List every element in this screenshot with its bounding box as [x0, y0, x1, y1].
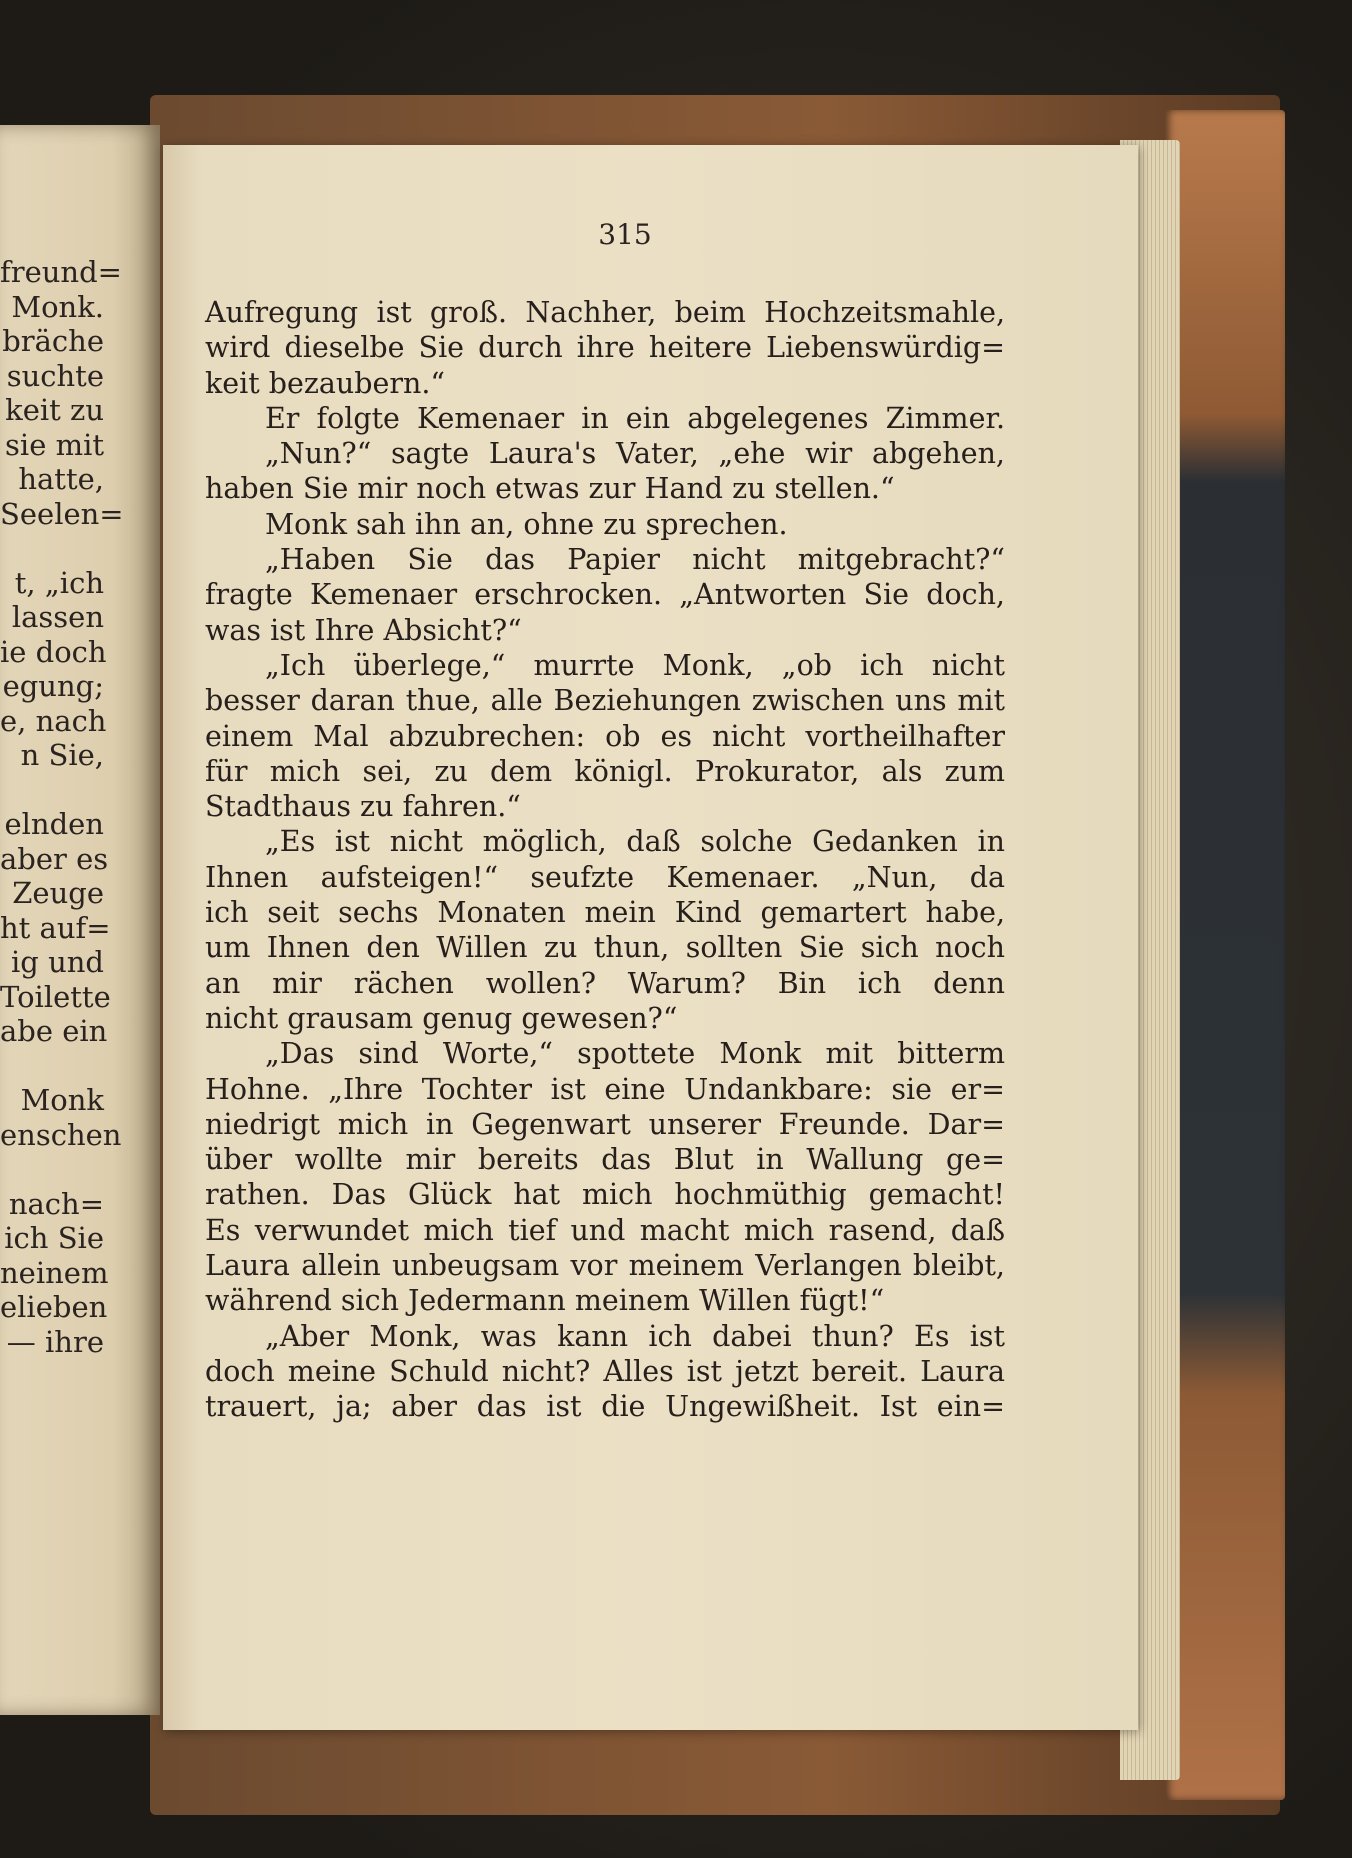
left-line: enschen [0, 1117, 122, 1152]
text-line: „Das sind Worte,“ spottete Monk mit bitterm [265, 1037, 1005, 1071]
left-line: keit zu [5, 393, 104, 427]
text-line: Er folgte Kemenaer in ein abgelegenes Zimmer. [265, 401, 1005, 435]
text-line: Laura allein unbeugsam vor meinem Verlangen bleibt, [205, 1249, 1005, 1283]
left-line: Monk [20, 1083, 104, 1117]
left-line: abe ein [0, 1014, 108, 1048]
left-line: elnden [4, 807, 104, 841]
text-line: Stadthaus zu fahren.“ [205, 790, 521, 824]
text-line: „Es ist nicht möglich, daß solche Gedanken in [265, 825, 1005, 859]
right-page-text [205, 295, 1005, 1425]
text-line: an mir rächen wollen? Warum? Bin ich denn [205, 966, 1005, 1000]
left-line: ich Sie [4, 1221, 104, 1255]
left-line: — ihre [6, 1324, 104, 1359]
left-line: ig und [11, 945, 104, 979]
left-line: egung; [2, 669, 104, 703]
text-line: Ihnen aufsteigen!“ seufzte Kemenaer. „Nun, da [205, 860, 1005, 894]
left-line: Toilette [0, 979, 111, 1014]
text-line: rathen. Das Glück hat mich hochmüthig gemacht! [205, 1178, 1005, 1212]
left-line: aber es [0, 841, 109, 876]
text-line: trauert, ja; aber das ist die Ungewißheit. Ist ein= [205, 1390, 1005, 1424]
left-line: n Sie, [20, 738, 104, 772]
text-line: fragte Kemenaer erschrocken. „Antworten Sie doch, [205, 578, 1005, 612]
text-line: Aufregung ist groß. Nachher, beim Hochzeitsmahle, [205, 296, 1005, 329]
text-line: „Ich überlege,“ murrte Monk, „ob ich nicht [265, 648, 1005, 682]
text-line: wird dieselbe Sie durch ihre heitere Liebenswürdig= [205, 331, 1005, 365]
text-line: Hohne. „Ihre Tochter ist eine Undankbare: sie er= [205, 1072, 1005, 1106]
left-line: sie mit [5, 427, 104, 462]
text-line: während sich Jedermann meinem Willen fügt!“ [205, 1284, 885, 1318]
left-line: Monk. [11, 289, 104, 324]
left-line: freund= [0, 255, 122, 289]
left-line [0, 773, 104, 808]
left-line: Seelen= [0, 496, 124, 531]
left-line: t, „ich [14, 565, 104, 600]
text-line: „Haben Sie das Papier nicht mitgebracht?“ [265, 543, 1005, 577]
page-number [0, 218, 1290, 251]
text-line: Es verwundet mich tief und macht mich rasend, daß [205, 1213, 1005, 1247]
text-line: Monk sah ihn an, ohne zu sprechen. [265, 507, 788, 541]
left-line: hatte, [18, 462, 104, 496]
left-line [0, 1152, 104, 1187]
text-line: ich seit sechs Monaten mein Kind gemartert habe, [205, 896, 1005, 930]
left-page-text [0, 255, 124, 1359]
text-line: was ist Ihre Absicht?“ [205, 613, 522, 647]
left-line [0, 531, 104, 566]
text-line: „Aber Monk, was kann ich dabei thun? Es ist [265, 1319, 1005, 1353]
left-line: elieben [0, 1290, 108, 1324]
text-line: um Ihnen den Willen zu thun, sollten Sie sich noch [205, 931, 1005, 965]
text-line: haben Sie mir noch etwas zur Hand zu stellen.“ [205, 472, 895, 506]
text-line: doch meine Schuld nicht? Alles ist jetzt bereit. Laura [205, 1354, 1005, 1388]
left-line: nach= [8, 1186, 104, 1221]
text-line: „Nun?“ sagte Laura's Vater, „ehe wir abgehen, [265, 437, 1005, 471]
book-cover-edge [1165, 110, 1285, 1800]
text-line: keit bezaubern.“ [205, 366, 445, 400]
left-line: bräche [2, 324, 104, 358]
text-line: besser daran thue, alle Beziehungen zwischen uns mit [205, 684, 1005, 718]
left-line: neinem [0, 1255, 109, 1290]
text-line: einem Mal abzubrechen: ob es nicht vortheilhafter [205, 719, 1005, 753]
left-line [0, 1049, 104, 1084]
left-line: suchte [6, 358, 104, 393]
left-line: lassen [11, 600, 104, 634]
left-line: e, nach [0, 703, 107, 738]
text-line: über wollte mir bereits das Blut in Wallung ge= [205, 1143, 1005, 1177]
left-line: ht auf= [0, 910, 111, 945]
page-number-text: 315 [598, 218, 652, 251]
left-line: ie doch [0, 634, 107, 669]
text-line: für mich sei, zu dem königl. Prokurator, als zum [205, 754, 1005, 788]
text-line: nicht grausam genug gewesen?“ [205, 1001, 678, 1035]
text-line: niedrigt mich in Gegenwart unserer Freunde. Dar= [205, 1107, 1005, 1141]
left-line: Zeuge [12, 876, 104, 910]
